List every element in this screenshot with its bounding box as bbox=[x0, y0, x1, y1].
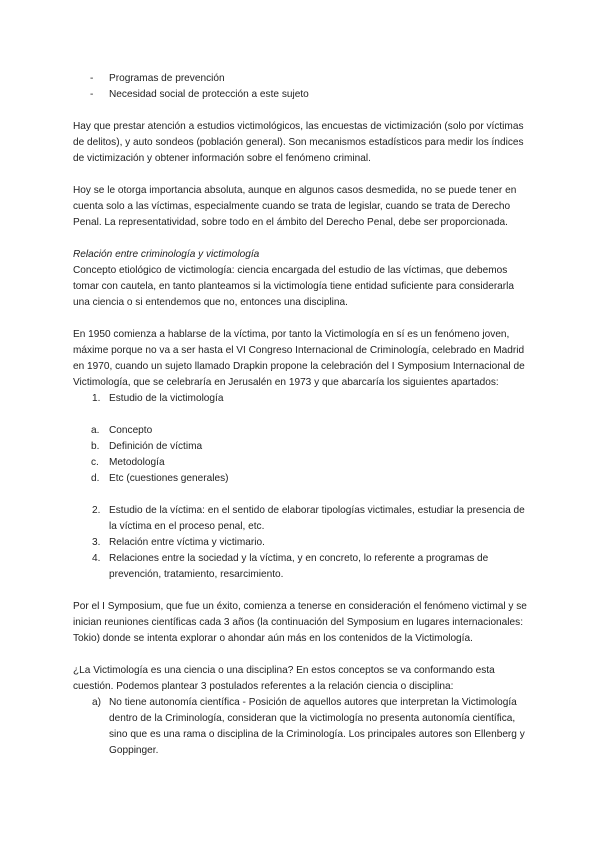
list-item-text: Etc (cuestiones generales) bbox=[109, 473, 229, 484]
list-item bbox=[73, 71, 531, 87]
list-number: 1. bbox=[92, 393, 101, 404]
numbered-list-start bbox=[73, 391, 531, 407]
list-letter: b. bbox=[91, 441, 100, 452]
list-item bbox=[73, 535, 531, 551]
list-number: 4. bbox=[92, 553, 101, 564]
dash-marker: - bbox=[90, 73, 94, 84]
document-body bbox=[73, 71, 531, 759]
paragraph-symposium: Por el I Symposium, que fue un éxito, comienza a tenerse en consideración el fenómeno victimal y se inician reuniones científicas cada 3 años (la continuación del Symposium en lugares internacionales: Tokio) donde se intenta explorar o ahondar aún más en los contenidos de la Victimología. bbox=[73, 601, 527, 644]
list-item bbox=[73, 455, 531, 471]
intro-bullet-list bbox=[73, 71, 531, 103]
section-heading: Relación entre criminología y victimología bbox=[73, 249, 260, 260]
list-item-text: Definición de víctima bbox=[109, 441, 203, 452]
list-item-text: Necesidad social de protección a este sujeto bbox=[109, 89, 309, 100]
list-letter: c. bbox=[91, 457, 99, 468]
postulates-list bbox=[73, 695, 531, 759]
paragraph-estudios: Hay que prestar atención a estudios victimológicos, las encuestas de victimización (solo por víctimas de delitos), y auto sondeos (población general). Son mecanismos estadísticos para medir los índices de victimización y obtener información sobre el fenómeno criminal. bbox=[73, 121, 524, 164]
list-item-text: Relación entre víctima y victimario. bbox=[109, 537, 265, 548]
list-item-text: Estudio de la víctima: en el sentido de elaborar tipologías victimales, estudiar la presencia de la víctima en el proceso penal, etc. bbox=[109, 505, 525, 532]
list-letter: a) bbox=[92, 697, 101, 708]
list-letter: a. bbox=[91, 425, 100, 436]
list-item bbox=[73, 391, 531, 407]
paragraph-pregunta: ¿La Victimología es una ciencia o una disciplina? En estos conceptos se va conformando esta cuestión. Podemos plantear 3 postulados referentes a la relación ciencia o disciplina: bbox=[73, 665, 495, 692]
list-item-text: Estudio de la victimología bbox=[109, 393, 224, 404]
list-item-text: Programas de prevención bbox=[109, 73, 225, 84]
list-letter: d. bbox=[91, 473, 100, 484]
list-item bbox=[73, 551, 531, 583]
paragraph-historia: En 1950 comienza a hablarse de la víctima, por tanto la Victimología en sí es un fenómeno joven, máxime porque no va a ser hasta el VI Congreso Internacional de Criminología, celebrado en Madrid en 1970, cuando un sujeto llamado Drapkin propone la celebración del I Symposium Internacional de Victimología, que se celebraría en Jerusalén en 1973 y que abarcaría los siguientes apartados: bbox=[73, 329, 525, 388]
list-item-text: No tiene autonomía científica - Posición de aquellos autores que interpretan la Victimología dentro de la Criminología, consideran que la victimología no presenta autonomía científica, sino que es una rama o disciplina de la Criminología. Los principales autores son Ellenberg y Goppinger. bbox=[109, 697, 525, 756]
list-item-text: Metodología bbox=[109, 457, 165, 468]
list-item-text: Relaciones entre la sociedad y la víctima, y en concreto, lo referente a programas de prevención, tratamiento, resarcimiento. bbox=[109, 553, 489, 580]
list-number: 2. bbox=[92, 505, 101, 516]
dash-marker: - bbox=[90, 89, 94, 100]
list-item bbox=[73, 695, 531, 759]
list-item bbox=[73, 503, 531, 535]
list-item bbox=[73, 471, 531, 487]
paragraph-concepto: Concepto etiológico de victimología: ciencia encargada del estudio de las víctimas, que debemos tomar con cautela, en tanto planteamos si la victimología tiene entidad suficiente para considerarla una ciencia o si entendemos que no, entonces una disciplina. bbox=[73, 265, 515, 308]
numbered-list-continued bbox=[73, 503, 531, 583]
paragraph-importancia: Hoy se le otorga importancia absoluta, aunque en algunos casos desmedida, no se puede tener en cuenta solo a las víctimas, especialmente cuando se trata de legislar, cuando se trata de Derecho Penal. La representatividad, sobre todo en el ámbito del Derecho Penal, debe ser proporcionada. bbox=[73, 185, 517, 228]
alpha-sublist bbox=[73, 423, 531, 487]
list-item-text: Concepto bbox=[109, 425, 153, 436]
list-item bbox=[73, 439, 531, 455]
list-number: 3. bbox=[92, 537, 101, 548]
list-item bbox=[73, 87, 531, 103]
list-item bbox=[73, 423, 531, 439]
